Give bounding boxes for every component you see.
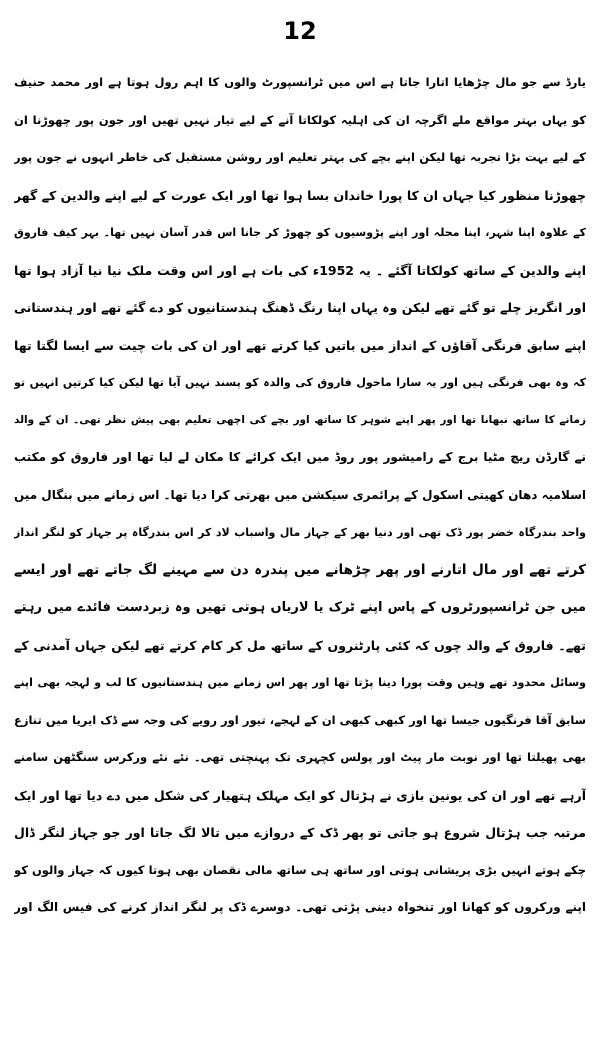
text-line: اور انگریز چلے تو گئے تھے لیکن وہ یہاں اپنا رنگ ڈھنگ ہندستانیوں کو دے گئے تھے اور ہندستانی (14, 300, 586, 315)
text-line: واحد بندرگاہ خضر پور ڈک تھی اور دنیا بھر کے جہاز مال واسباب لاد کر اس بندرگاہ پر جہاز کو لنگر انداز (14, 526, 586, 539)
text-line: کہ وہ بھی فرنگی ہیں اور یہ سارا ماحول فاروق کی والدہ کو پسند نہیں آیا تھا لیکن کیا کرتیں انہیں تو (14, 376, 586, 389)
text-line: چکے ہوتے انہیں بڑی پریشانی ہوتی اور ساتھ ہی ساتھ مالی نقصان بھی ہوتا کیوں کہ جہاز والوں کو (14, 862, 586, 877)
text-line: یارڈ سے جو مال چڑھایا اتارا جاتا ہے اس میں ٹرانسپورٹ والوں کا اہم رول ہوتا ہے اور محمد حنیف (14, 75, 586, 89)
text-line: اسلامیہ دھان کھیتی اسکول کے پرائمری سیکشن میں بھرتی کرا دیا تھا۔ اس زمانے میں بنگال میں (14, 487, 586, 502)
text-line: میں جن ٹرانسپورٹروں کے پاس اپنے ٹرک یا لاریاں ہوتی تھیں وہ زبردست فائدے میں رہتے (14, 600, 586, 615)
text-line: سابق آقا فرنگیوں جیسا تھا اور کبھی کبھی ان کے لہجے، تیور اور رویے کی وجہ سے ڈک ایریا میں تنازع (14, 712, 586, 727)
text-line: کرتے تھے اور مال اتارنے اور پھر چڑھانے میں پندرہ دن سے مہینے لگ جاتے تھے اور ایسے (14, 561, 586, 578)
text-line: کو یہاں بہتر مواقع ملے اگرچہ ان کی اہلیہ کولکاتا آنے کے لیے تیار نہیں تھیں اور جون پور چھوڑنا ان (14, 112, 586, 127)
text-line: وسائل محدود تھے وہیں وقت پورا دینا پڑتا تھا اور پھر اس زمانے میں ہندستانیوں کا لب و لہجہ بھی اپنے (14, 676, 586, 689)
text-line: اپنے والدین کے ساتھ کولکاتا آگئے ۔ یہ 1952ء کی بات ہے اور اس وقت ملک نیا نیا آزاد ہوا تھا (14, 262, 586, 278)
text-line: تھے۔ فاروق کے والد چوں کہ کئی پارٹنروں کے ساتھ مل کر کام کرتے تھے لیکن جہاں آمدنی کے (14, 637, 586, 653)
text-line: کے لیے بہت بڑا تجربہ تھا لیکن اپنے بچے کی بہتر تعلیم اور روشن مستقبل کی خاطر انہوں نے جون پور (14, 150, 586, 164)
text-line: کے علاوہ اپنا شہر، اپنا محلہ اور اپنے پڑوسیوں کو چھوڑ کر جانا اس قدر آسان نہیں تھا۔ بہر کیف فاروق (14, 226, 586, 239)
text-line: زمانے کا ساتھ نبھانا تھا اور پھر اپنے شوہر کا ساتھ اور بچے کی اچھی تعلیم بھی پیش نظر تھی۔ ان کے والد (14, 413, 586, 426)
page-number: 12 (283, 17, 317, 45)
text-line: بھی پھیلتا تھا اور نوبت مار پیٹ اور پولس کچہری تک پہنچتی تھی۔ نئے نئے ورکرس سنگٹھن سامنے (14, 750, 586, 764)
text-line: مرتبہ جب ہڑتال شروع ہو جاتی تو پھر ڈک کے دروازے میں تالا لگ جاتا اور جو جہاز لنگر ڈال (14, 825, 586, 840)
text-line: اپنے سابق فرنگی آقاؤں کے انداز میں باتیں کیا کرتے تھے اور ان کی بات چیت سے ایسا لگتا تھا (14, 337, 586, 353)
text-line: چھوڑنا منظور کیا جہاں ان کا پورا خاندان بسا ہوا تھا اور ایک عورت کے لیے اپنے والدین کے گھر (14, 187, 586, 203)
body-text (14, 64, 586, 927)
text-line: اپنے ورکروں کو کھانا اور تنخواہ دینی پڑتی تھی۔ دوسرے ڈک پر لنگر انداز کرنے کی فیس الگ اور (14, 900, 586, 914)
text-line: آرہے تھے اور ان کی یونین بازی نے ہڑتال کو ایک مہلک ہتھیار کی شکل میں دے دیا تھا اور ایک (14, 787, 586, 803)
text-line: نے گارڈن ریچ مٹیا برج کے رامیشور پور روڈ میں ایک کرائے کا مکان لے لیا تھا اور فاروق کو مکتب (14, 450, 586, 464)
